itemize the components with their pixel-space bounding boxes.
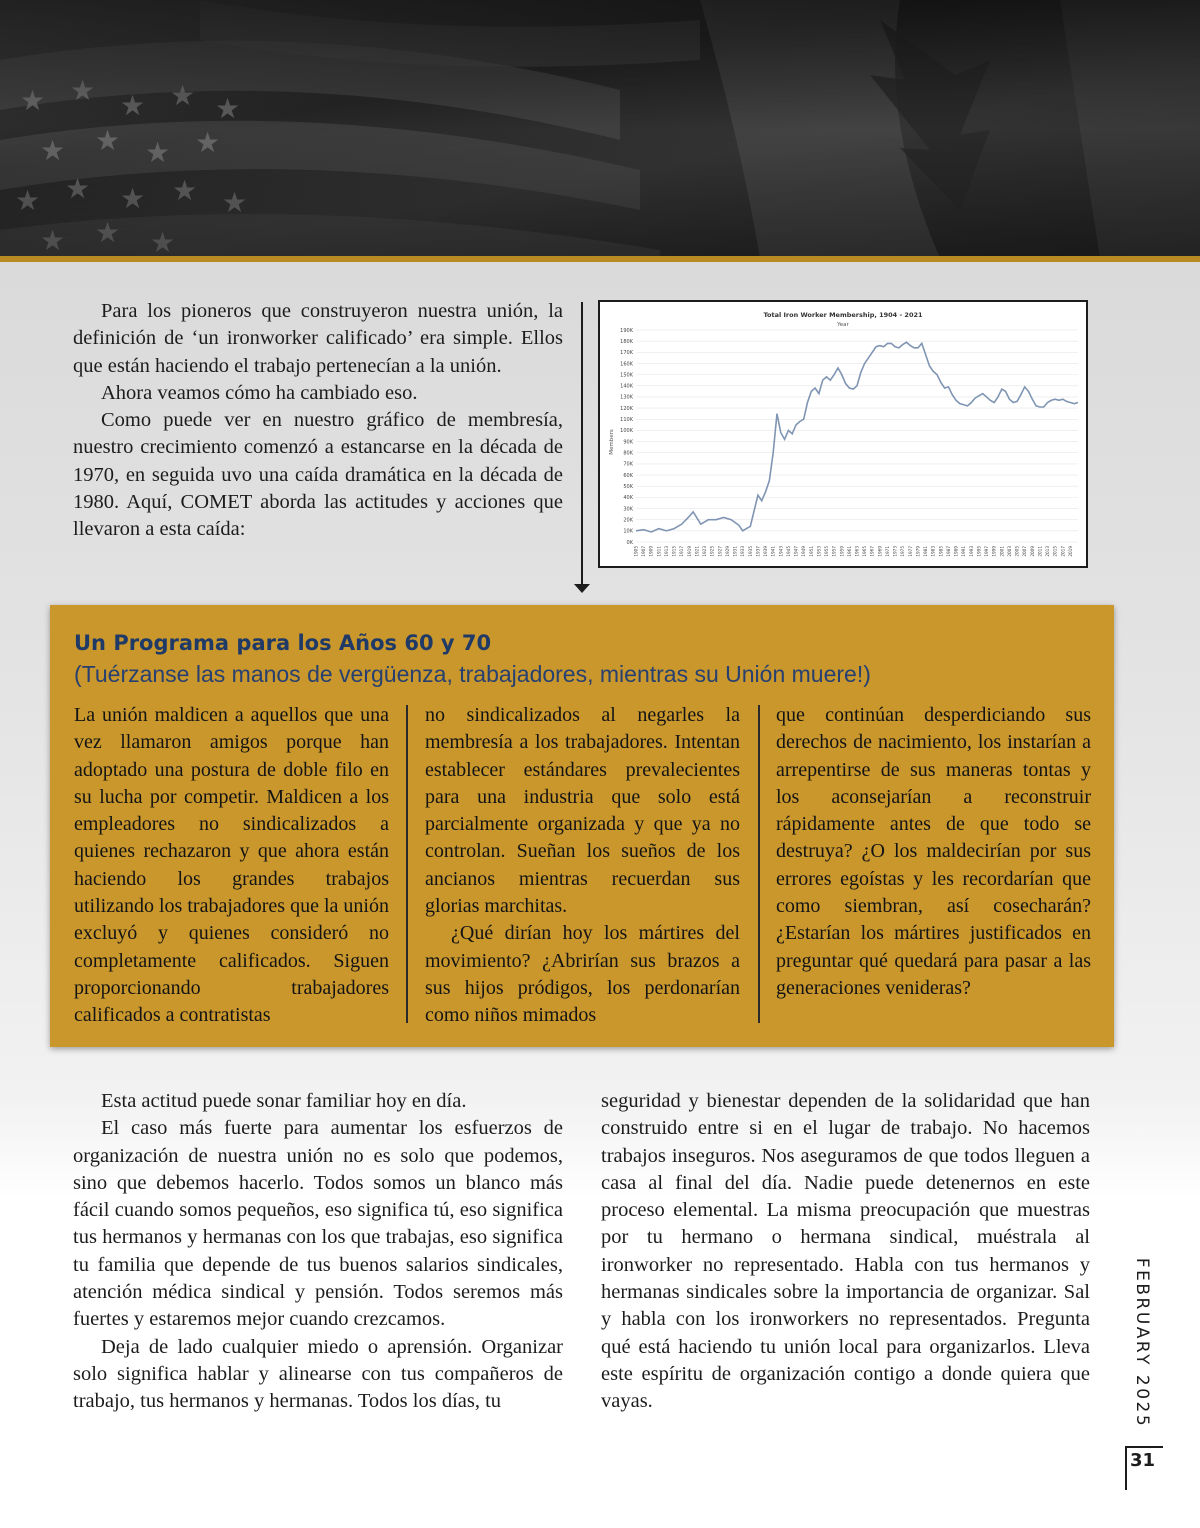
issue-date-vertical xyxy=(1116,1257,1168,1429)
issue-date-text: FEBRUARY 2025 xyxy=(1132,1257,1152,1429)
chart-x-tick-label: 1937 xyxy=(755,546,761,557)
chart-x-tick-label: 1997 xyxy=(984,546,990,557)
chart-y-tick-label: 190K xyxy=(620,327,633,334)
chart-x-tick-label: 1965 xyxy=(862,546,868,557)
chart-y-tick-label: 180K xyxy=(620,338,633,345)
chart-x-tick-label: 1931 xyxy=(732,546,738,557)
intro-paragraph: Para los pioneros que construyeron nuestra unión, la definición de ‘un ironworker calificado’ era simple. Ellos que están haciendo el trabajo pertenecían a la unión. xyxy=(73,300,563,377)
chart-x-tick-label: 1943 xyxy=(778,546,784,557)
chart-title: Total Iron Worker Membership, 1904 - 2021 xyxy=(763,311,923,319)
chart-x-tick-label: 1967 xyxy=(869,546,875,557)
chart-x-tick-label: 1973 xyxy=(892,546,898,557)
body-column-left xyxy=(73,1088,563,1416)
flags-photo xyxy=(0,0,1200,258)
intro-text xyxy=(73,298,563,544)
chart-x-tick-label: 1975 xyxy=(900,546,906,557)
chart-x-tick-label: 1925 xyxy=(709,546,715,557)
chart-pointer-line xyxy=(581,302,583,584)
chart-x-tick-label: 1999 xyxy=(991,546,997,557)
chart-x-tick-label: 1979 xyxy=(915,546,921,557)
chart-x-tick-label: 1933 xyxy=(740,546,746,557)
chart-x-tick-label: 1989 xyxy=(953,546,959,557)
body-paragraph: Deja de lado cualquier miedo o aprensión. Organizar solo significa hablar y alinearse con tus compañeros de trabajo, tus hermanos y hermanas. Todos los días, tu xyxy=(73,1335,563,1413)
membership-chart xyxy=(598,300,1088,568)
chart-y-tick-label: 20K xyxy=(623,517,633,524)
chart-y-tick-label: 120K xyxy=(620,405,633,412)
chart-y-tick-label: 30K xyxy=(623,506,633,513)
page-number: 31 xyxy=(1130,1450,1156,1471)
callout-paragraph: ¿Qué dirían hoy los mártires del movimiento? ¿Abrirían sus brazos a sus hijos pródigos, los perdonarían como niños mimados xyxy=(425,922,740,1027)
callout-title: Un Programa para los Años 60 y 70 xyxy=(74,631,492,655)
chart-x-tick-label: 2011 xyxy=(1037,546,1043,557)
callout-subtitle: (Tuérzanse las manos de vergüenza, trabajadores, mientras su Unión muere!) xyxy=(74,661,871,687)
chart-gridlines xyxy=(636,330,1078,542)
callout-paragraph: La unión maldicen a aquellos que una vez llamaron amigos porque han adoptado una postura de doble filo en su lucha por competir. Maldicen a los empleadores no sindicalizados a quienes rechazaron y que ahora están haciendo los grandes trabajos utilizando los trabajadores que la unión excluyó y quienes consideró no completamente calificados. Siguen proporcionando trabajadores calificados a contratistas xyxy=(74,704,389,1027)
body-paragraph: Esta actitud puede sonar familiar hoy en día. xyxy=(101,1090,467,1112)
folio-rule-horizontal xyxy=(1125,1446,1163,1448)
chart-y-tick-label: 50K xyxy=(623,484,633,491)
chart-x-tick-label: 1985 xyxy=(938,546,944,557)
chart-x-tick-label: 1907 xyxy=(641,546,647,557)
chart-x-tick-label: 1929 xyxy=(724,546,730,557)
chart-y-tick-label: 0K xyxy=(626,539,633,546)
callout-paragraph: no sindicalizados al negarles la membresía a los trabajadores. Intentan establecer estándares prevalecientes para una industria que solo está parcialmente organizada y que ya no controlan. Sueñan los sueños de los ancianos mientras recuerdan sus glorias marchitas. xyxy=(425,704,740,918)
chart-y-tick-label: 60K xyxy=(623,472,633,479)
chart-x-tick-label: 1969 xyxy=(877,546,883,557)
chart-x-tick-label: 1909 xyxy=(648,546,654,557)
chart-x-tick-label: 1959 xyxy=(839,546,845,557)
chart-x-tick-label: 1939 xyxy=(763,546,769,557)
chart-y-tick-label: 140K xyxy=(620,383,633,390)
chart-x-tick-label: 1949 xyxy=(801,546,807,557)
body-column-right xyxy=(601,1088,1090,1416)
chart-x-tick-label: 2007 xyxy=(1022,546,1028,557)
chart-y-tick-label: 150K xyxy=(620,372,633,379)
chart-x-tick-label: 2017 xyxy=(1060,546,1066,557)
chart-x-tick-label: 1977 xyxy=(907,546,913,557)
chart-x-tick-label: 1971 xyxy=(884,546,890,557)
chart-x-tick-label: 1947 xyxy=(793,546,799,557)
chart-x-ticks xyxy=(634,546,1073,557)
chart-x-tick-label: 1913 xyxy=(663,546,669,557)
callout-box xyxy=(50,605,1114,1047)
chart-x-tick-label: 1917 xyxy=(679,546,685,557)
chart-x-tick-label: 1923 xyxy=(702,546,708,557)
membership-chart-canvas xyxy=(600,302,1086,566)
chart-x-tick-label: 1995 xyxy=(976,546,982,557)
chart-y-tick-label: 100K xyxy=(620,428,633,435)
chart-x-tick-label: 1963 xyxy=(854,546,860,557)
callout-column-3 xyxy=(776,702,1091,1002)
chart-y-tick-label: 110K xyxy=(620,417,633,424)
chart-x-tick-label: 2013 xyxy=(1045,546,1051,557)
chart-y-tick-label: 160K xyxy=(620,361,633,368)
chart-y-tick-label: 10K xyxy=(623,528,633,535)
chart-x-tick-label: 1915 xyxy=(671,546,677,557)
chart-x-tick-label: 1991 xyxy=(961,546,967,557)
intro-paragraph: Como puede ver en nuestro gráfico de membresía, nuestro crecimiento comenzó a estancarse en la década de 1970, en seguida uvo una caída dramática en la década de 1980. Aquí, COMET aborda las actitudes y acciones que llevaron a esta caída: xyxy=(73,409,563,541)
chart-x-tick-label: 2015 xyxy=(1052,546,1058,557)
chart-x-tick-label: 2005 xyxy=(1014,546,1020,557)
chart-y-ticks xyxy=(620,328,634,546)
chart-x-tick-label: 1911 xyxy=(656,546,662,557)
chart-pointer-arrowhead xyxy=(574,584,590,593)
chart-x-tick-label: 1955 xyxy=(824,546,830,557)
chart-y-tick-label: 80K xyxy=(623,450,633,457)
chart-x-tick-label: 2001 xyxy=(999,546,1005,557)
chart-x-tick-label: 1905 xyxy=(633,546,639,557)
chart-y-axis-label: Members xyxy=(609,429,615,455)
chart-x-tick-label: 1961 xyxy=(846,546,852,557)
chart-y-tick-label: 70K xyxy=(623,461,633,468)
callout-paragraph: que continúan desperdiciando sus derechos de nacimiento, los instarían a arrepentirse de sus maneras tontas y los aconsejarían a reconstruir rápidamente antes de que todo se destruya? ¿O los maldecirían por sus errores egoístas y les recordarían que como siembran, así cosecharán? ¿Estarían los mártires justificados en preguntar qué quedará para pasar a las generaciones venideras? xyxy=(776,704,1091,999)
chart-x-tick-label: 1919 xyxy=(686,546,692,557)
chart-series-line xyxy=(636,342,1078,532)
chart-x-tick-label: 2019 xyxy=(1067,546,1073,557)
chart-x-tick-label: 1987 xyxy=(945,546,951,557)
callout-column-2 xyxy=(425,702,740,1030)
chart-x-tick-label: 1945 xyxy=(785,546,791,557)
body-paragraph: El caso más fuerte para aumentar los esfuerzos de organización de nuestra unión no es solo que podemos, sino que debemos hacerlo. Todos somos un blanco más fácil cuando somos pequeños, eso significa tú, eso significa tus hermanos y hermanas con los que trabajas, eso significa tu familia que depende de tus buenos salarios sindicales, atención médica sindical y pensión. Todos seremos más fuertes y estaremos mejor cuando crezcamos. xyxy=(73,1117,563,1331)
intro-paragraph: Ahora veamos cómo ha cambiado eso. xyxy=(101,381,418,404)
chart-subtitle: Year xyxy=(837,322,849,328)
folio-rule-vertical xyxy=(1125,1446,1127,1490)
body-paragraph: seguridad y bienestar dependen de la solidaridad que han construido entre si en el lugar de trabajo. No hacemos trabajos inseguros. Nos aseguramos de que todos lleguen a casa al final del día. Nadie puede detenernos en este proceso elemental. La misma preocupación que muestras por tu hermano o hermana sindical, muéstrala al ironworker no representado. Habla con tus hermanos y hermanas sindicales sobre la importancia de organizar. Sal y habla con los ironworkers no representados. Pregunta qué está haciendo tu unión local para organizarlos. Lleva este espíritu de organización contigo a donde quiera que vayas. xyxy=(601,1090,1090,1413)
column-divider xyxy=(406,705,408,1023)
column-divider xyxy=(758,705,760,1023)
header-banner xyxy=(0,0,1200,258)
chart-x-tick-label: 1951 xyxy=(808,546,814,557)
chart-x-tick-label: 2009 xyxy=(1029,546,1035,557)
chart-x-tick-label: 1953 xyxy=(816,546,822,557)
chart-x-tick-label: 1921 xyxy=(694,546,700,557)
chart-x-tick-label: 1983 xyxy=(930,546,936,557)
chart-x-tick-label: 2003 xyxy=(1006,546,1012,557)
chart-y-tick-label: 130K xyxy=(620,394,633,401)
chart-x-tick-label: 1935 xyxy=(747,546,753,557)
chart-x-tick-label: 1981 xyxy=(923,546,929,557)
chart-x-tick-label: 1941 xyxy=(770,546,776,557)
banner-accent-rule xyxy=(0,256,1200,262)
chart-y-tick-label: 90K xyxy=(623,439,633,446)
chart-x-tick-label: 1927 xyxy=(717,546,723,557)
callout-column-1 xyxy=(74,702,389,1030)
chart-x-tick-label: 1957 xyxy=(831,546,837,557)
chart-y-tick-label: 40K xyxy=(623,495,633,502)
chart-y-tick-label: 170K xyxy=(620,350,633,357)
chart-x-tick-label: 1993 xyxy=(968,546,974,557)
